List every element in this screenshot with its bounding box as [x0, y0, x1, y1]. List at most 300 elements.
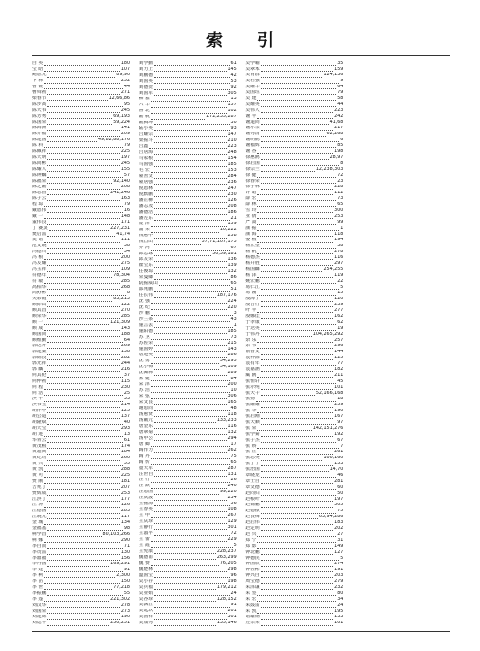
entry-pages: 14,70: [329, 467, 344, 473]
dot-leader: [154, 254, 211, 256]
dot-leader: [151, 564, 219, 566]
dot-leader: [154, 207, 226, 209]
entry-pages: 185: [227, 328, 237, 334]
entry-pages: 10: [230, 388, 237, 394]
entry-pages: 54: [123, 249, 130, 255]
entry-pages: 202: [334, 526, 344, 532]
entry-pages: 216: [120, 367, 130, 372]
dot-leader: [47, 335, 119, 337]
entry-name: 余 韦: [245, 343, 257, 349]
entry-pages: 228,237: [216, 549, 237, 554]
top-divider: [32, 55, 450, 56]
dot-leader: [154, 189, 226, 191]
entry-pages: 93: [230, 126, 237, 132]
entry-pages: 15: [337, 290, 344, 296]
entry-pages: 207: [120, 485, 130, 490]
entry-name: 袁嘉涵: [245, 367, 260, 372]
entry-name: 谢思同: [138, 406, 154, 412]
dot-leader: [154, 504, 229, 506]
entry-pages: 79: [337, 90, 344, 96]
entry-name: 陈子云: [32, 196, 47, 202]
dot-leader: [47, 429, 119, 431]
dot-leader: [149, 147, 226, 149]
entry-pages: 91: [230, 602, 237, 608]
entry-pages: 12,66,86: [108, 96, 130, 102]
dot-leader: [261, 93, 336, 95]
dot-leader: [257, 535, 336, 537]
entry-name: 杨开胜: [245, 261, 260, 266]
dot-leader: [154, 129, 229, 131]
dot-leader: [47, 612, 119, 614]
dot-leader: [47, 311, 119, 313]
entry-name: 吴耀英: [245, 102, 260, 107]
dot-leader: [47, 358, 119, 360]
dot-leader: [261, 459, 323, 461]
dot-leader: [154, 213, 226, 215]
dot-leader: [261, 582, 333, 584]
entry-name: 马家根: [138, 156, 154, 161]
entry-pages: 27: [337, 532, 344, 537]
dot-leader: [44, 482, 120, 484]
dot-leader: [261, 82, 340, 84]
entry-name: 吕居海: [138, 150, 154, 156]
entry-name: 徐惠鸥: [245, 155, 260, 160]
entry-pages: 118: [227, 412, 237, 417]
dot-leader: [154, 451, 226, 453]
dot-leader: [257, 594, 336, 596]
dot-leader: [261, 512, 336, 514]
dot-leader: [154, 94, 226, 96]
entry-pages: 21: [230, 215, 237, 221]
entry-pages: 5: [340, 284, 344, 290]
dot-leader: [44, 258, 120, 260]
entry-pages: 22: [337, 278, 344, 284]
dot-leader: [154, 582, 226, 584]
dot-leader: [261, 146, 336, 148]
entry-pages: 125: [334, 355, 344, 361]
dot-leader: [151, 397, 227, 399]
dot-leader: [47, 105, 122, 107]
dot-leader: [257, 117, 333, 119]
entry-name: 宋 泽: [138, 382, 150, 388]
dot-leader: [257, 411, 333, 413]
entry-pages: 104,265,292: [312, 331, 344, 337]
dot-leader: [154, 552, 216, 554]
dot-leader: [154, 415, 226, 417]
dot-leader: [257, 612, 333, 614]
entry-pages: 230: [227, 191, 237, 197]
entry-name: 六 丰: [138, 102, 150, 108]
entry-pages: 132: [227, 269, 237, 275]
dot-leader: [44, 87, 123, 89]
entry-pages: 241,246: [110, 190, 130, 196]
index-column: [32, 61, 130, 627]
entry-pages: 34: [337, 597, 344, 602]
dot-leader: [44, 600, 109, 602]
entry-pages: 285: [120, 278, 130, 284]
dot-leader: [261, 559, 340, 561]
dot-leader: [154, 76, 229, 78]
entry-name: 江德国: [32, 508, 47, 514]
entry-pages: 60: [337, 485, 344, 490]
dot-leader: [154, 618, 226, 620]
entry-name: 颜 振: [245, 225, 257, 231]
entry-name: 江洪丁: [32, 496, 47, 502]
entry-name: 吕耀宗: [138, 132, 154, 138]
entry-pages: 268: [120, 284, 130, 290]
dot-leader: [151, 100, 230, 102]
entry-pages: 97: [337, 420, 344, 426]
entry-pages: 155: [120, 167, 130, 172]
entry-pages: 236: [227, 180, 237, 185]
entry-name: 范文晓: [32, 243, 47, 249]
entry-pages: 247: [227, 186, 237, 191]
entry-pages: 13: [230, 96, 237, 102]
dot-leader: [261, 464, 333, 466]
entry-pages: 64: [123, 337, 130, 343]
entry-name: 赵根叶: [245, 496, 260, 502]
dot-leader: [257, 252, 333, 254]
entry-pages: 41,68: [329, 119, 344, 125]
entry-name: 谢秀清: [245, 131, 260, 137]
entry-name: 汪 行: [138, 477, 150, 483]
dot-leader: [261, 305, 333, 307]
dot-leader: [154, 123, 229, 125]
entry-name: 赵定明: [245, 526, 260, 532]
entry-name: 赵 兴: [245, 532, 257, 537]
entry-name: 吴学喻: [245, 61, 260, 66]
dot-leader: [44, 588, 112, 590]
entry-name: 张耀耀: [245, 402, 260, 408]
dot-leader: [154, 427, 226, 429]
dot-leader: [47, 264, 119, 266]
dot-leader: [47, 152, 119, 154]
entry-pages: 223: [334, 108, 344, 113]
dot-leader: [154, 576, 229, 578]
entry-name: 张子杰: [245, 438, 260, 443]
entry-pages: 143: [227, 346, 237, 352]
entry-pages: 172,235,287: [206, 114, 237, 120]
dot-leader: [44, 205, 123, 207]
entry-pages: 234: [227, 495, 237, 501]
dot-leader: [261, 423, 336, 425]
dot-leader: [257, 99, 336, 101]
entry-pages: 50,59,181: [212, 251, 237, 257]
entry-name: 陈天明: [32, 155, 47, 160]
entry-name: 王振海: [138, 501, 154, 507]
dot-leader: [154, 88, 229, 90]
entry-pages: 197: [120, 155, 130, 160]
dot-leader: [154, 159, 226, 161]
entry-pages: 24: [337, 602, 344, 608]
entry-pages: 69,193: [113, 114, 130, 119]
dot-leader: [261, 618, 333, 620]
entry-name: 董伟良: [32, 220, 47, 225]
entry-name: 刘建辉: [32, 614, 47, 620]
entry-name: 朱 凯: [245, 608, 257, 614]
entry-pages: 287: [227, 465, 237, 471]
entry-name: 施阳德: [138, 328, 154, 334]
dot-leader: [151, 362, 219, 364]
entry-pages: 9: [340, 78, 344, 84]
entry-name: 张恒轩: [245, 379, 260, 384]
entry-pages: 118: [334, 231, 344, 237]
entry-name: 郭 麟: [32, 367, 44, 372]
entry-pages: 95: [123, 102, 130, 107]
entry-pages: 96: [230, 572, 237, 578]
dot-leader: [44, 576, 115, 578]
entry-pages: 62,268: [326, 131, 344, 137]
entry-name: 顾 一: [32, 320, 44, 325]
dot-leader: [261, 476, 336, 478]
entry-name: 徐子林: [245, 184, 260, 190]
entry-name: 吴耀丰: [245, 84, 260, 90]
entry-pages: 285: [120, 314, 130, 319]
entry-name: 柳 雅: [138, 96, 150, 102]
dot-leader: [257, 429, 311, 431]
dot-leader: [261, 264, 333, 266]
entry-name: 冯 根: [32, 255, 44, 261]
entry-pages: 197: [334, 496, 344, 502]
entry-pages: 72: [230, 531, 237, 537]
entry-name: 陆 帆: [138, 114, 150, 120]
entry-name: 吴国珏: [245, 90, 260, 96]
dot-leader: [47, 364, 119, 366]
entry-pages: 73: [230, 334, 237, 340]
entry-name: 马国强: [138, 162, 154, 167]
entry-pages: 99,220: [219, 489, 237, 495]
dot-leader: [49, 229, 109, 231]
dot-leader: [261, 494, 336, 496]
dot-leader: [44, 541, 120, 543]
dot-leader: [47, 488, 119, 490]
entry-name: 陈海洲: [32, 125, 47, 131]
entry-name: 刘鹏德: [138, 72, 154, 78]
index-column: [352, 61, 450, 627]
dot-leader: [47, 517, 119, 519]
entry-pages: 75: [230, 453, 237, 459]
entry-pages: 98: [123, 526, 130, 532]
entry-name: 郑 宁: [245, 538, 257, 543]
entry-pages: 154: [227, 156, 237, 161]
entry-name: 赵同归: [245, 491, 260, 496]
entry-name: 樊 诸: [32, 237, 44, 243]
entry-pages: 67: [230, 245, 237, 251]
entry-pages: 65: [230, 281, 237, 287]
entry-name: 吴翠本: [245, 66, 260, 72]
dot-leader: [44, 82, 120, 84]
dot-leader: [44, 70, 120, 72]
entry-pages: 79: [123, 143, 130, 149]
dot-leader: [154, 177, 226, 179]
dot-leader: [257, 205, 336, 207]
dot-leader: [154, 534, 229, 536]
entry-name: 张大千: [245, 390, 260, 396]
entry-pages: 278: [334, 249, 344, 255]
entry-name: 张 正: [245, 449, 257, 455]
entry-name: 吴谷珍: [138, 596, 154, 602]
entry-pages: 201: [227, 608, 237, 614]
index-entry: [32, 621, 130, 627]
entry-pages: 142,151,276: [312, 426, 344, 431]
entry-pages: 126: [120, 502, 130, 508]
entry-pages: 165: [227, 400, 237, 406]
dot-leader: [47, 594, 122, 596]
dot-leader: [44, 464, 123, 466]
entry-pages: 224: [227, 299, 237, 304]
entry-name: 施国婷: [138, 346, 154, 352]
entry-pages: 41,74: [116, 231, 130, 237]
entry-pages: 258: [227, 233, 237, 239]
dot-leader: [44, 370, 120, 372]
dot-leader: [44, 400, 123, 402]
dot-leader: [151, 225, 227, 227]
dot-leader: [154, 290, 229, 292]
entry-pages: 23: [337, 178, 344, 184]
dot-leader: [261, 406, 333, 408]
entry-pages: 230: [120, 384, 130, 390]
entry-pages: 109: [120, 267, 130, 272]
dot-leader: [257, 217, 333, 219]
dot-leader: [47, 117, 112, 119]
entry-pages: 187,176: [216, 293, 237, 298]
dot-leader: [154, 237, 226, 239]
entry-pages: 209: [120, 131, 130, 137]
entry-pages: 281: [334, 479, 344, 484]
dot-leader: [261, 64, 336, 66]
dot-leader: [47, 341, 122, 343]
entry-name: 刘运平: [32, 620, 47, 626]
dot-leader: [261, 382, 336, 384]
entry-pages: 92,140: [113, 178, 130, 184]
dot-leader: [261, 606, 336, 608]
entry-name: 易仁江: [245, 284, 260, 290]
dot-leader: [47, 494, 119, 496]
entry-pages: 28,97: [329, 155, 344, 160]
entry-pages: 210: [227, 138, 237, 144]
entry-name: 张 娇: [245, 443, 257, 449]
entry-pages: 305: [227, 90, 237, 96]
entry-pages: 133,233: [216, 418, 237, 423]
entry-name: 徐春荣: [245, 178, 260, 184]
entry-name: 童大军: [138, 465, 154, 471]
entry-pages: 282: [120, 355, 130, 361]
entry-name: 余 乐: [245, 337, 257, 343]
entry-pages: 83,213: [113, 296, 130, 302]
entry-pages: 116: [334, 255, 344, 261]
entry-pages: 240: [227, 483, 237, 489]
entry-name: 俞曾文: [245, 349, 260, 355]
entry-pages: 150: [120, 579, 130, 585]
entry-name: 雪 玲: [245, 208, 257, 213]
entry-name: 汪庆波: [138, 495, 154, 501]
entry-pages: 101: [334, 384, 344, 390]
dot-leader: [154, 570, 226, 572]
dot-leader: [154, 272, 226, 274]
entry-name: 邱忠球: [138, 251, 154, 257]
entry-pages: 261: [334, 449, 344, 455]
entry-pages: 65: [337, 202, 344, 208]
dot-leader: [154, 493, 219, 495]
entry-name: 金福基: [32, 526, 47, 532]
dot-leader: [154, 421, 216, 423]
entry-pages: 92: [230, 84, 237, 90]
dot-leader: [47, 353, 119, 355]
entry-name: 陶 忻: [138, 459, 150, 465]
entry-name: 胡隆斌: [32, 420, 47, 426]
dot-leader: [151, 338, 230, 340]
entry-name: 潘德浩: [138, 209, 154, 215]
entry-pages: 217: [334, 125, 344, 131]
entry-name: 浦 荣: [138, 227, 150, 233]
entry-name: 胡怀中: [32, 408, 47, 414]
entry-pages: 5: [340, 555, 344, 561]
entry-name: 潘正柳: [138, 197, 154, 203]
entry-name: 荣曼卿: [138, 275, 154, 281]
entry-name: 宋文良: [138, 400, 154, 406]
dot-leader: [154, 82, 229, 84]
entry-name: 张启刚: [245, 414, 260, 420]
entry-pages: 54,109: [219, 364, 237, 370]
entry-pages: 267: [227, 513, 237, 519]
dot-leader: [47, 140, 97, 142]
dot-leader: [44, 323, 109, 325]
entry-pages: 44: [123, 84, 130, 90]
entry-name: 戴 一: [32, 214, 44, 219]
entry-name: 陶作力: [138, 447, 154, 453]
entry-pages: 229: [227, 537, 237, 542]
dot-leader: [154, 260, 226, 262]
entry-pages: 271: [120, 90, 130, 96]
entry-pages: 58: [337, 96, 344, 102]
entry-name: 张天顺: [245, 420, 260, 426]
dot-leader: [44, 146, 123, 148]
entry-name: 谢尔宗: [245, 125, 260, 131]
entry-name: 郑 影: [245, 544, 257, 549]
entry-name: 赵良梅: [245, 514, 260, 520]
entry-pages: 183: [334, 520, 344, 526]
entry-name: 钟佐彬: [245, 567, 260, 573]
dot-leader: [44, 470, 120, 472]
dot-leader: [261, 111, 333, 113]
entry-name: 黄纪功: [32, 455, 47, 461]
entry-name: 任俊琼: [138, 269, 154, 275]
dot-leader: [47, 193, 109, 195]
entry-pages: 102: [227, 108, 237, 114]
entry-name: 杨国麟: [245, 267, 260, 272]
entry-pages: 148: [120, 214, 130, 219]
dot-leader: [261, 317, 333, 319]
dot-leader: [257, 376, 333, 378]
entry-name: 徐启国: [245, 161, 260, 166]
entry-pages: 278: [120, 602, 130, 608]
dot-leader: [261, 188, 333, 190]
entry-name: 曹 锐: [32, 84, 44, 90]
dot-leader: [151, 308, 227, 310]
entry-name: 何 程: [32, 384, 44, 390]
index-entry: [245, 621, 343, 627]
entry-pages: 46: [337, 473, 344, 479]
entry-pages: 2,300: [116, 573, 130, 579]
dot-leader: [261, 588, 333, 590]
entry-name: 任长伟: [138, 293, 154, 298]
dot-leader: [151, 385, 227, 387]
entry-name: 杨 泽: [245, 273, 257, 278]
entry-name: 顾仰山: [32, 302, 47, 308]
entry-pages: 188: [120, 331, 130, 337]
dot-leader: [261, 105, 336, 107]
entry-name: 郭达开: [32, 343, 47, 349]
